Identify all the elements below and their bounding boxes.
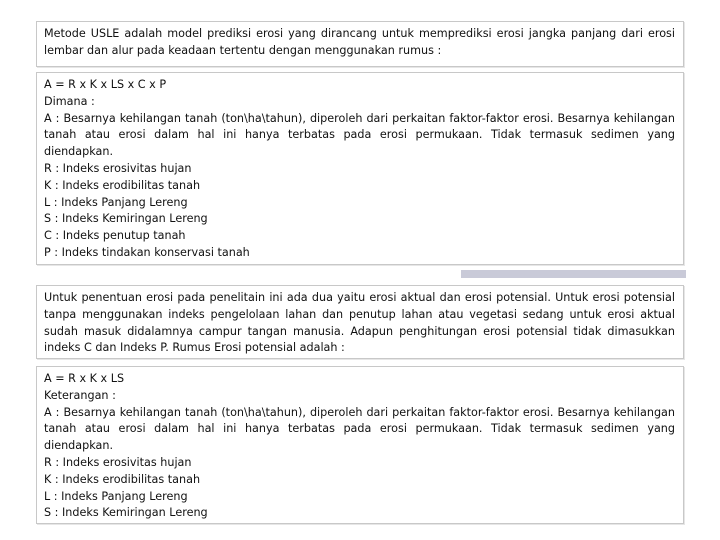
usle-formula-box — [36, 72, 684, 265]
definition-r: R : Indeks erosivitas hujan — [44, 455, 192, 469]
potential-erosion-text-box — [36, 285, 684, 359]
definition-r: R : Indeks erosivitas hujan — [44, 161, 192, 175]
definition-p: P : Indeks tindakan konservasi tanah — [44, 245, 250, 259]
intro-paragraph: Metode USLE adalah model prediksi erosi yang dirancang untuk memprediksi erosi jangka panjang dari erosi lembar dan alur pada keadaan tertentu dengan menggunakan rumus : — [44, 27, 675, 57]
potential-formula-box — [36, 366, 684, 524]
where-label: Dimana : — [44, 94, 95, 108]
definition-s: S : Indeks Kemiringan Lereng — [44, 212, 208, 226]
definition-c: C : Indeks penutup tanah — [44, 229, 186, 243]
formula-line: A = R x K x LS x C x P — [44, 78, 167, 91]
definition-k: K : Indeks erodibilitas tanah — [44, 472, 201, 486]
definition-k: K : Indeks erodibilitas tanah — [44, 178, 201, 192]
potential-erosion-paragraph: Untuk penentuan erosi pada penelitain ini ada dua yaitu erosi aktual dan erosi potensial. Untuk erosi potensial tanpa menggunakan indeks pengelolaan lahan dan penutup lahan atau vegetasi sedang untuk erosi aktual sudah masuk didalamnya campur tangan manusia. Adapun penghitungan erosi potensial tidak dimasukkan indeks C dan Indeks P. Rumus Erosi potensial adalah : — [44, 291, 675, 355]
divider-bar — [461, 270, 686, 278]
definition-l: L : Indeks Panjang Lereng — [44, 489, 188, 503]
definition-a: A : Besarnya kehilangan tanah (ton\ha\tahun), diperoleh dari perkaitan faktor-faktor erosi. Besarnya kehilangan tanah atau erosi dalam hal ini hanya terbatas pada erosi permukaan. Tidak termasuk sedimen yang diendapkan. — [44, 111, 675, 159]
definition-s: S : Indeks Kemiringan Lereng — [44, 506, 208, 520]
legend-label: Keterangan : — [44, 388, 116, 402]
definition-l: L : Indeks Panjang Lereng — [44, 195, 188, 209]
definition-a: A : Besarnya kehilangan tanah (ton\ha\tahun), diperoleh dari perkaitan faktor-faktor erosi. Besarnya kehilangan tanah atau erosi dalam hal ini hanya terbatas pada erosi permukaan. Tidak termasuk sedimen yang diendapkan. — [44, 405, 675, 453]
intro-text-box — [36, 21, 684, 67]
formula-line: A = R x K x LS — [44, 372, 125, 385]
